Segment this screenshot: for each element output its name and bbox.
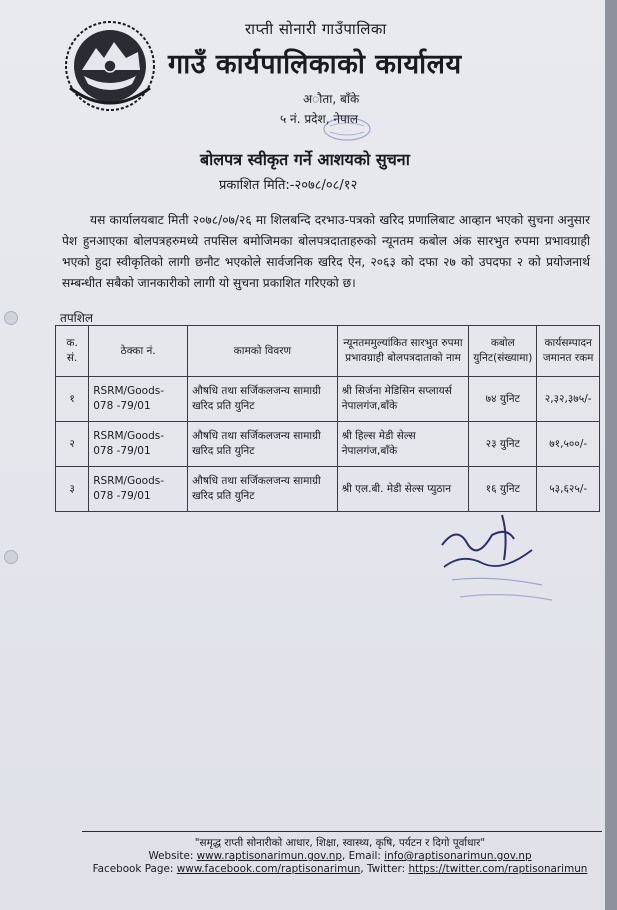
- facebook-link[interactable]: www.facebook.com/raptisonarimun: [176, 863, 361, 875]
- row-units: २३ युनिट: [469, 422, 537, 467]
- row-bidder: श्री सिर्जना मेडिसिन सप्लायर्स नेपालगंज,बाँके: [337, 377, 469, 422]
- footer-contact-line: [80, 850, 600, 863]
- row-bidder: श्री एल.बी. मेडी सेल्स प्युठान: [337, 467, 469, 512]
- table-row: [56, 422, 600, 467]
- footer-social-line: [80, 863, 600, 876]
- row-contract-no: RSRM/Goods-078 -79/01: [89, 422, 188, 467]
- header-amount: कार्यसम्पादन जमानत रकम: [537, 326, 600, 377]
- row-units: ७४ युनिट: [469, 377, 537, 422]
- website-link[interactable]: www.raptisonarimun.gov.np: [196, 850, 342, 862]
- row-bidder: श्री हिल्स मेडी सेल्स नेपालगंज,बाँके: [337, 422, 469, 467]
- table-row: [56, 377, 600, 422]
- page-edge: [605, 0, 617, 910]
- row-sn: १: [56, 377, 89, 422]
- row-contract-no: RSRM/Goods-078 -79/01: [89, 467, 188, 512]
- twitter-link[interactable]: https://twitter.com/raptisonarimun: [408, 863, 588, 875]
- header-units: कबोल युनिट(संख्यामा): [469, 326, 537, 377]
- notice-body: यस कार्यालयबाट मिती २०७८/०७/२६ मा शिलबन्दि दरभाउ-पत्रको खरिद प्रणालिबाट आव्हान भएको सुचना अनुसार पेश हुनआएका बोलपत्रहरुमध्ये तपसिल बमोजिमका बोलपत्रदाताहरुको न्यूनतम कबोल अंक सारभुत रुपमा प्रभावग्राही भएको हुदा स्वीकृतिको लागी छनौट भएकोले सार्वजनिक खरिद ऐन, २०६३ को दफा २७ को उपदफा २ को प्रयोजनार्थ सम्बन्धीत सबैको जानकारीको लागी यो सुचना प्रकाशित गरिएको छ।: [62, 213, 590, 290]
- nepal-emblem-icon: [62, 18, 158, 114]
- email-label: , Email:: [341, 850, 381, 862]
- email-link[interactable]: info@raptisonarimun.gov.np: [384, 850, 532, 862]
- footer-divider: [82, 831, 602, 832]
- table-header-row: [56, 326, 600, 377]
- punch-hole-icon: [4, 550, 18, 564]
- header-bidder: न्यूनतममुल्यांकित सारभुत रुपमा प्रभावग्राही बोलपत्रदाताको नाम: [337, 326, 469, 377]
- footer-slogan: "समृद्ध राप्ती सोनारीको आधार, शिक्षा, स्वास्थ्य, कृषि, पर्यटन र दिगो पूर्वाधार": [194, 837, 486, 849]
- award-table: [55, 325, 600, 512]
- published-date: प्रकाशित मिति:-२०७८/०८/१२: [219, 178, 358, 193]
- signature-stamp-icon: [422, 505, 572, 615]
- org-subtitle: राप्ती सोनारी गाउँपालिका: [245, 20, 387, 38]
- row-amount: ७१,५००/-: [537, 422, 600, 467]
- address-line-1: अौता, बाँके: [303, 92, 360, 106]
- row-amount: २,३२,३७५/-: [537, 377, 600, 422]
- office-stamp-icon: [322, 116, 372, 142]
- header-description: कामको विवरण: [188, 326, 338, 377]
- header-contract-no: ठेक्का नं.: [89, 326, 188, 377]
- header-sn: क. सं.: [56, 326, 89, 377]
- org-title: गाउँ कार्यपालिकाको कार्यालय: [168, 49, 462, 80]
- row-contract-no: RSRM/Goods-078 -79/01: [89, 377, 188, 422]
- website-label: Website:: [148, 850, 194, 862]
- row-amount: ५३,६२५/-: [537, 467, 600, 512]
- punch-hole-icon: [4, 311, 18, 325]
- address-line-2: ५ नं. प्रदेश, नेपाल: [280, 112, 359, 126]
- row-description: औषधि तथा सर्जिकलजन्य सामाग्री खरिद प्रति युनिट: [188, 467, 338, 512]
- twitter-label: , Twitter:: [360, 863, 406, 875]
- facebook-label: Facebook Page:: [92, 863, 174, 875]
- footer: [80, 837, 600, 876]
- row-units: १६ युनिट: [469, 467, 537, 512]
- row-description: औषधि तथा सर्जिकलजन्य सामाग्री खरिद प्रति युनिट: [188, 377, 338, 422]
- details-label: तपशिल: [60, 311, 94, 325]
- row-sn: २: [56, 422, 89, 467]
- row-description: औषधि तथा सर्जिकलजन्य सामाग्री खरिद प्रति युनिट: [188, 422, 338, 467]
- row-sn: ३: [56, 467, 89, 512]
- notice-title: बोलपत्र स्वीकृत गर्ने आशयको सुचना: [200, 150, 410, 169]
